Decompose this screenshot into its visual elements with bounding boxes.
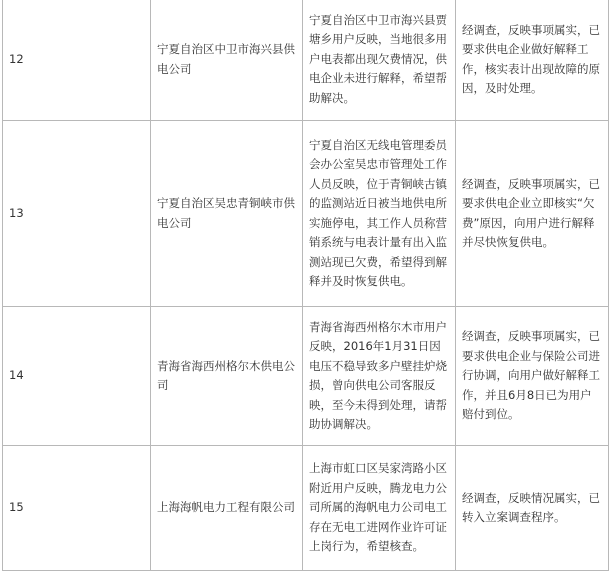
issue-cell: 青海省海西州格尔木市用户反映，2016年1月31日因电压不稳导致多户壁挂炉烧损，曾向供电公司客服反映，至今未得到处理，请帮助协调解决。 [303, 307, 456, 446]
table-row [3, 307, 609, 446]
result-cell: 经调查，反映情况属实，已转入立案调查程序。 [456, 446, 609, 571]
result-cell: 经调查，反映事项属实，已要求供电企业立即核实“欠费”原因，向用户进行解释并尽快恢复供电。 [456, 121, 609, 307]
result-cell: 经调查，反映事项属实，已要求供电企业与保险公司进行协调，向用户做好解释工作，并且6月8日已为用户赔付到位。 [456, 307, 609, 446]
table-row [3, 446, 609, 571]
issue-cell: 宁夏自治区无线电管理委员会办公室吴忠市管理处工作人员反映，位于青铜峡古镇的监测站近日被当地供电所实施停电，其工作人员称营销系统与电表计量有出入监测站现已欠费，希望得到解释并及时恢复供电。 [303, 121, 456, 307]
unit-cell: 宁夏自治区吴忠青铜峡市供电公司 [151, 121, 303, 307]
row-number-cell: 14 [3, 307, 151, 446]
unit-cell: 宁夏自治区中卫市海兴县供电公司 [151, 0, 303, 121]
row-number-cell: 12 [3, 0, 151, 121]
unit-cell: 上海海帆电力工程有限公司 [151, 446, 303, 571]
unit-cell: 青海省海西州格尔木供电公司 [151, 307, 303, 446]
report-table [2, 0, 609, 571]
table-row [3, 0, 609, 121]
issue-cell: 上海市虹口区吴家湾路小区附近用户反映，腾龙电力公司所属的海帆电力公司电工存在无电工进网作业许可证上岗行为，希望核查。 [303, 446, 456, 571]
row-number-cell: 15 [3, 446, 151, 571]
result-cell: 经调查，反映事项属实，已要求供电企业做好解释工作，核实表计出现故障的原因，及时处理。 [456, 0, 609, 121]
row-number-cell: 13 [3, 121, 151, 307]
issue-cell: 宁夏自治区中卫市海兴县贾塘乡用户反映，当地很多用户电表都出现欠费情况，供电企业未进行解释，希望帮助解决。 [303, 0, 456, 121]
table-row [3, 121, 609, 307]
